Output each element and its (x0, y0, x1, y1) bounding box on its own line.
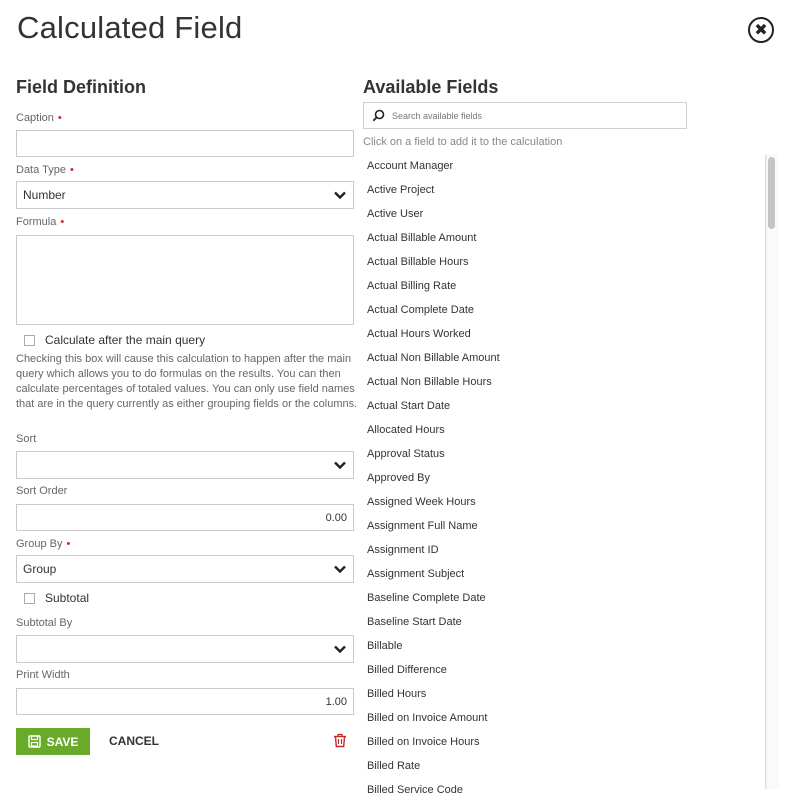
dialog-title: Calculated Field (17, 10, 243, 45)
list-item[interactable]: Active User (367, 208, 424, 220)
list-item[interactable]: Actual Start Date (367, 400, 451, 412)
calc-after-row[interactable] (24, 333, 205, 347)
list-item[interactable]: Account Manager (367, 160, 454, 172)
calc-after-help: Checking this box will cause this calculation to happen after the main query which allows you to do formulas on the results. You can then calculate percentages of totaled values. You can only use field names that are in the query currently as either grouping fields or the columns. (16, 353, 358, 410)
list-item[interactable]: Approved By (367, 472, 430, 484)
chevron-down-icon (333, 642, 347, 656)
available-fields-list[interactable] (363, 154, 766, 796)
list-item[interactable]: Assigned Week Hours (367, 496, 476, 508)
list-item[interactable]: Actual Non Billable Hours (367, 376, 492, 388)
formula-textarea[interactable] (16, 235, 354, 325)
subtotal-checkbox[interactable] (24, 593, 35, 604)
save-label: SAVE (46, 734, 79, 749)
sort-order-value: 0.00 (325, 511, 347, 524)
list-item[interactable]: Allocated Hours (367, 424, 445, 436)
required-marker: • (60, 216, 65, 228)
list-item[interactable]: Assignment ID (367, 544, 439, 556)
print-width-value: 1.00 (325, 695, 347, 708)
caption-label: Caption • (16, 112, 62, 124)
calc-after-checkbox[interactable] (24, 335, 35, 346)
available-fields-hint: Click on a field to add it to the calculation (363, 136, 563, 148)
sort-order-label: Sort Order (16, 485, 68, 497)
available-fields-heading: Available Fields (363, 77, 499, 97)
list-item[interactable]: Billed Service Code (367, 784, 463, 796)
list-item[interactable]: Billed Hours (367, 688, 427, 700)
delete-button[interactable] (333, 733, 347, 753)
list-item[interactable]: Actual Hours Worked (367, 328, 471, 340)
sort-select[interactable] (16, 451, 354, 479)
caption-input[interactable] (16, 130, 354, 157)
list-item[interactable]: Billed on Invoice Amount (367, 712, 488, 724)
calc-after-label: Calculate after the main query (45, 333, 206, 347)
scrollbar-thumb[interactable] (768, 157, 775, 229)
search-input[interactable] (390, 110, 674, 122)
data-type-select[interactable] (16, 181, 354, 209)
cancel-button[interactable]: CANCEL (109, 734, 159, 748)
save-button[interactable] (16, 728, 90, 755)
required-marker: • (66, 538, 71, 550)
group-by-value: Group (23, 562, 57, 576)
data-type-value: Number (23, 188, 66, 202)
subtotal-by-select[interactable] (16, 635, 354, 663)
print-width-input[interactable] (16, 688, 354, 715)
list-item[interactable]: Billable (367, 640, 403, 652)
list-item[interactable]: Approval Status (367, 448, 445, 460)
subtotal-by-label: Subtotal By (16, 617, 73, 629)
subtotal-label: Subtotal (45, 591, 90, 605)
list-item[interactable]: Billed on Invoice Hours (367, 736, 480, 748)
list-item[interactable]: Actual Billable Hours (367, 256, 469, 268)
required-marker: • (57, 112, 62, 124)
floppy-disk-icon (28, 735, 41, 748)
trash-icon (333, 733, 347, 748)
list-item[interactable]: Active Project (367, 184, 435, 196)
list-item[interactable]: Actual Non Billable Amount (367, 352, 500, 364)
list-item[interactable]: Actual Complete Date (367, 304, 474, 316)
sort-label: Sort (16, 433, 37, 445)
list-item[interactable]: Baseline Complete Date (367, 592, 486, 604)
print-width-label: Print Width (16, 669, 70, 681)
field-definition-heading: Field Definition (16, 77, 146, 97)
search-icon (372, 109, 385, 122)
list-item[interactable]: Actual Billing Rate (367, 280, 457, 292)
close-icon: ✖ (754, 22, 768, 39)
data-type-label: Data Type • (16, 164, 74, 176)
list-item[interactable]: Actual Billable Amount (367, 232, 477, 244)
chevron-down-icon (333, 458, 347, 472)
chevron-down-icon (333, 562, 347, 576)
group-by-select[interactable] (16, 555, 354, 583)
chevron-down-icon (333, 188, 347, 202)
group-by-label: Group By • (16, 538, 71, 550)
list-item[interactable]: Billed Rate (367, 760, 421, 772)
list-item[interactable]: Baseline Start Date (367, 616, 462, 628)
subtotal-row[interactable] (24, 591, 89, 605)
sort-order-input[interactable] (16, 504, 354, 531)
required-marker: • (69, 164, 74, 176)
search-box[interactable] (363, 102, 687, 129)
list-item[interactable]: Billed Difference (367, 664, 447, 676)
list-item[interactable]: Assignment Subject (367, 568, 465, 580)
scrollbar-track[interactable] (766, 154, 779, 789)
formula-label: Formula • (16, 216, 65, 228)
list-item[interactable]: Assignment Full Name (367, 520, 478, 532)
close-button[interactable] (748, 17, 774, 43)
